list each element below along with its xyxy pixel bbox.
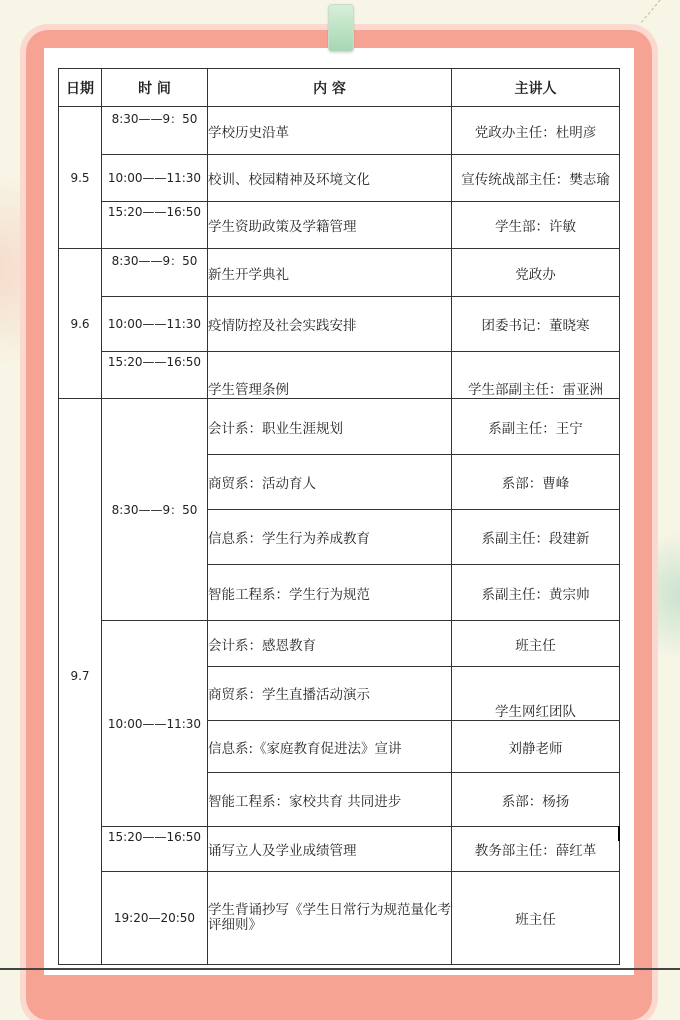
speaker-cell: 系副主任：黄宗帅: [452, 565, 620, 621]
speaker-cell: 系副主任：王宁: [452, 399, 620, 455]
speaker-cell: 党政办: [452, 249, 620, 297]
time-cell: 10:00——11:30: [102, 621, 208, 827]
time-cell: 15:20——16:50: [102, 827, 208, 872]
schedule-table: [58, 68, 620, 965]
paper-clip-icon: [328, 4, 354, 52]
content-cell: 学生资助政策及学籍管理: [208, 202, 452, 249]
table-row: [59, 249, 620, 297]
table-row: [59, 107, 620, 155]
time-cell: 8:30——9：50: [102, 399, 208, 621]
speaker-cell: 教务部主任：薛红革: [452, 827, 620, 872]
table-row: [59, 155, 620, 202]
header-row: [59, 69, 620, 107]
date-cell: 9.6: [59, 249, 102, 399]
date-cell: 9.7: [59, 399, 102, 965]
table-row: [59, 872, 620, 965]
content-cell: 疫情防控及社会实践安排: [208, 297, 452, 352]
content-cell: 会计系：职业生涯规划: [208, 399, 452, 455]
speaker-cell: 班主任: [452, 621, 620, 667]
speaker-cell: 学生网红团队: [452, 667, 620, 721]
page-bottom-rule: [0, 968, 680, 970]
time-cell: 10:00——11:30: [102, 155, 208, 202]
content-cell: 商贸系：活动育人: [208, 455, 452, 510]
speaker-cell: 党政办主任：杜明彦: [452, 107, 620, 155]
table-row: [59, 202, 620, 249]
speaker-cell: 宣传统战部主任：樊志瑜: [452, 155, 620, 202]
speaker-cell: 刘静老师: [452, 721, 620, 773]
time-cell: 15:20——16:50: [102, 202, 208, 249]
header-content: 内 容: [208, 69, 452, 107]
content-cell: 学生管理条例: [208, 352, 452, 399]
time-cell: 10:00——11:30: [102, 297, 208, 352]
time-cell: 19:20—20:50: [102, 872, 208, 965]
content-cell: 智能工程系：学生行为规范: [208, 565, 452, 621]
speaker-cell: 学生部：许敏: [452, 202, 620, 249]
content-cell: 信息系:《家庭教育促进法》宣讲: [208, 721, 452, 773]
header-time: 时 间: [102, 69, 208, 107]
time-cell: 15:20——16:50: [102, 352, 208, 399]
content-cell: 智能工程系：家校共育 共同进步: [208, 773, 452, 827]
content-cell: 学校历史沿革: [208, 107, 452, 155]
content-cell: 新生开学典礼: [208, 249, 452, 297]
table-edge-mark: [618, 826, 620, 841]
table-row: [59, 827, 620, 872]
time-cell: 8:30——9：50: [102, 249, 208, 297]
table-row: [59, 399, 620, 455]
date-cell: 9.5: [59, 107, 102, 249]
content-cell: 诵写立人及学业成绩管理: [208, 827, 452, 872]
header-date: 日期: [59, 69, 102, 107]
content-cell: 信息系：学生行为养成教育: [208, 510, 452, 565]
table-row: [59, 621, 620, 667]
speaker-cell: 系部：曹峰: [452, 455, 620, 510]
content-cell: 会计系：感恩教育: [208, 621, 452, 667]
content-cell: 学生背诵抄写《学生日常行为规范量化考评细则》: [208, 872, 452, 965]
speaker-cell: 班主任: [452, 872, 620, 965]
header-speaker: 主讲人: [452, 69, 620, 107]
content-cell: 校训、校园精神及环境文化: [208, 155, 452, 202]
content-cell: 商贸系：学生直播活动演示: [208, 667, 452, 721]
speaker-cell: 系副主任：段建新: [452, 510, 620, 565]
speaker-cell: 系部：杨扬: [452, 773, 620, 827]
time-cell: 8:30——9：50: [102, 107, 208, 155]
table-row: [59, 297, 620, 352]
table-row: [59, 352, 620, 399]
speaker-cell: 学生部副主任：雷亚洲: [452, 352, 620, 399]
speaker-cell: 团委书记：董晓寒: [452, 297, 620, 352]
